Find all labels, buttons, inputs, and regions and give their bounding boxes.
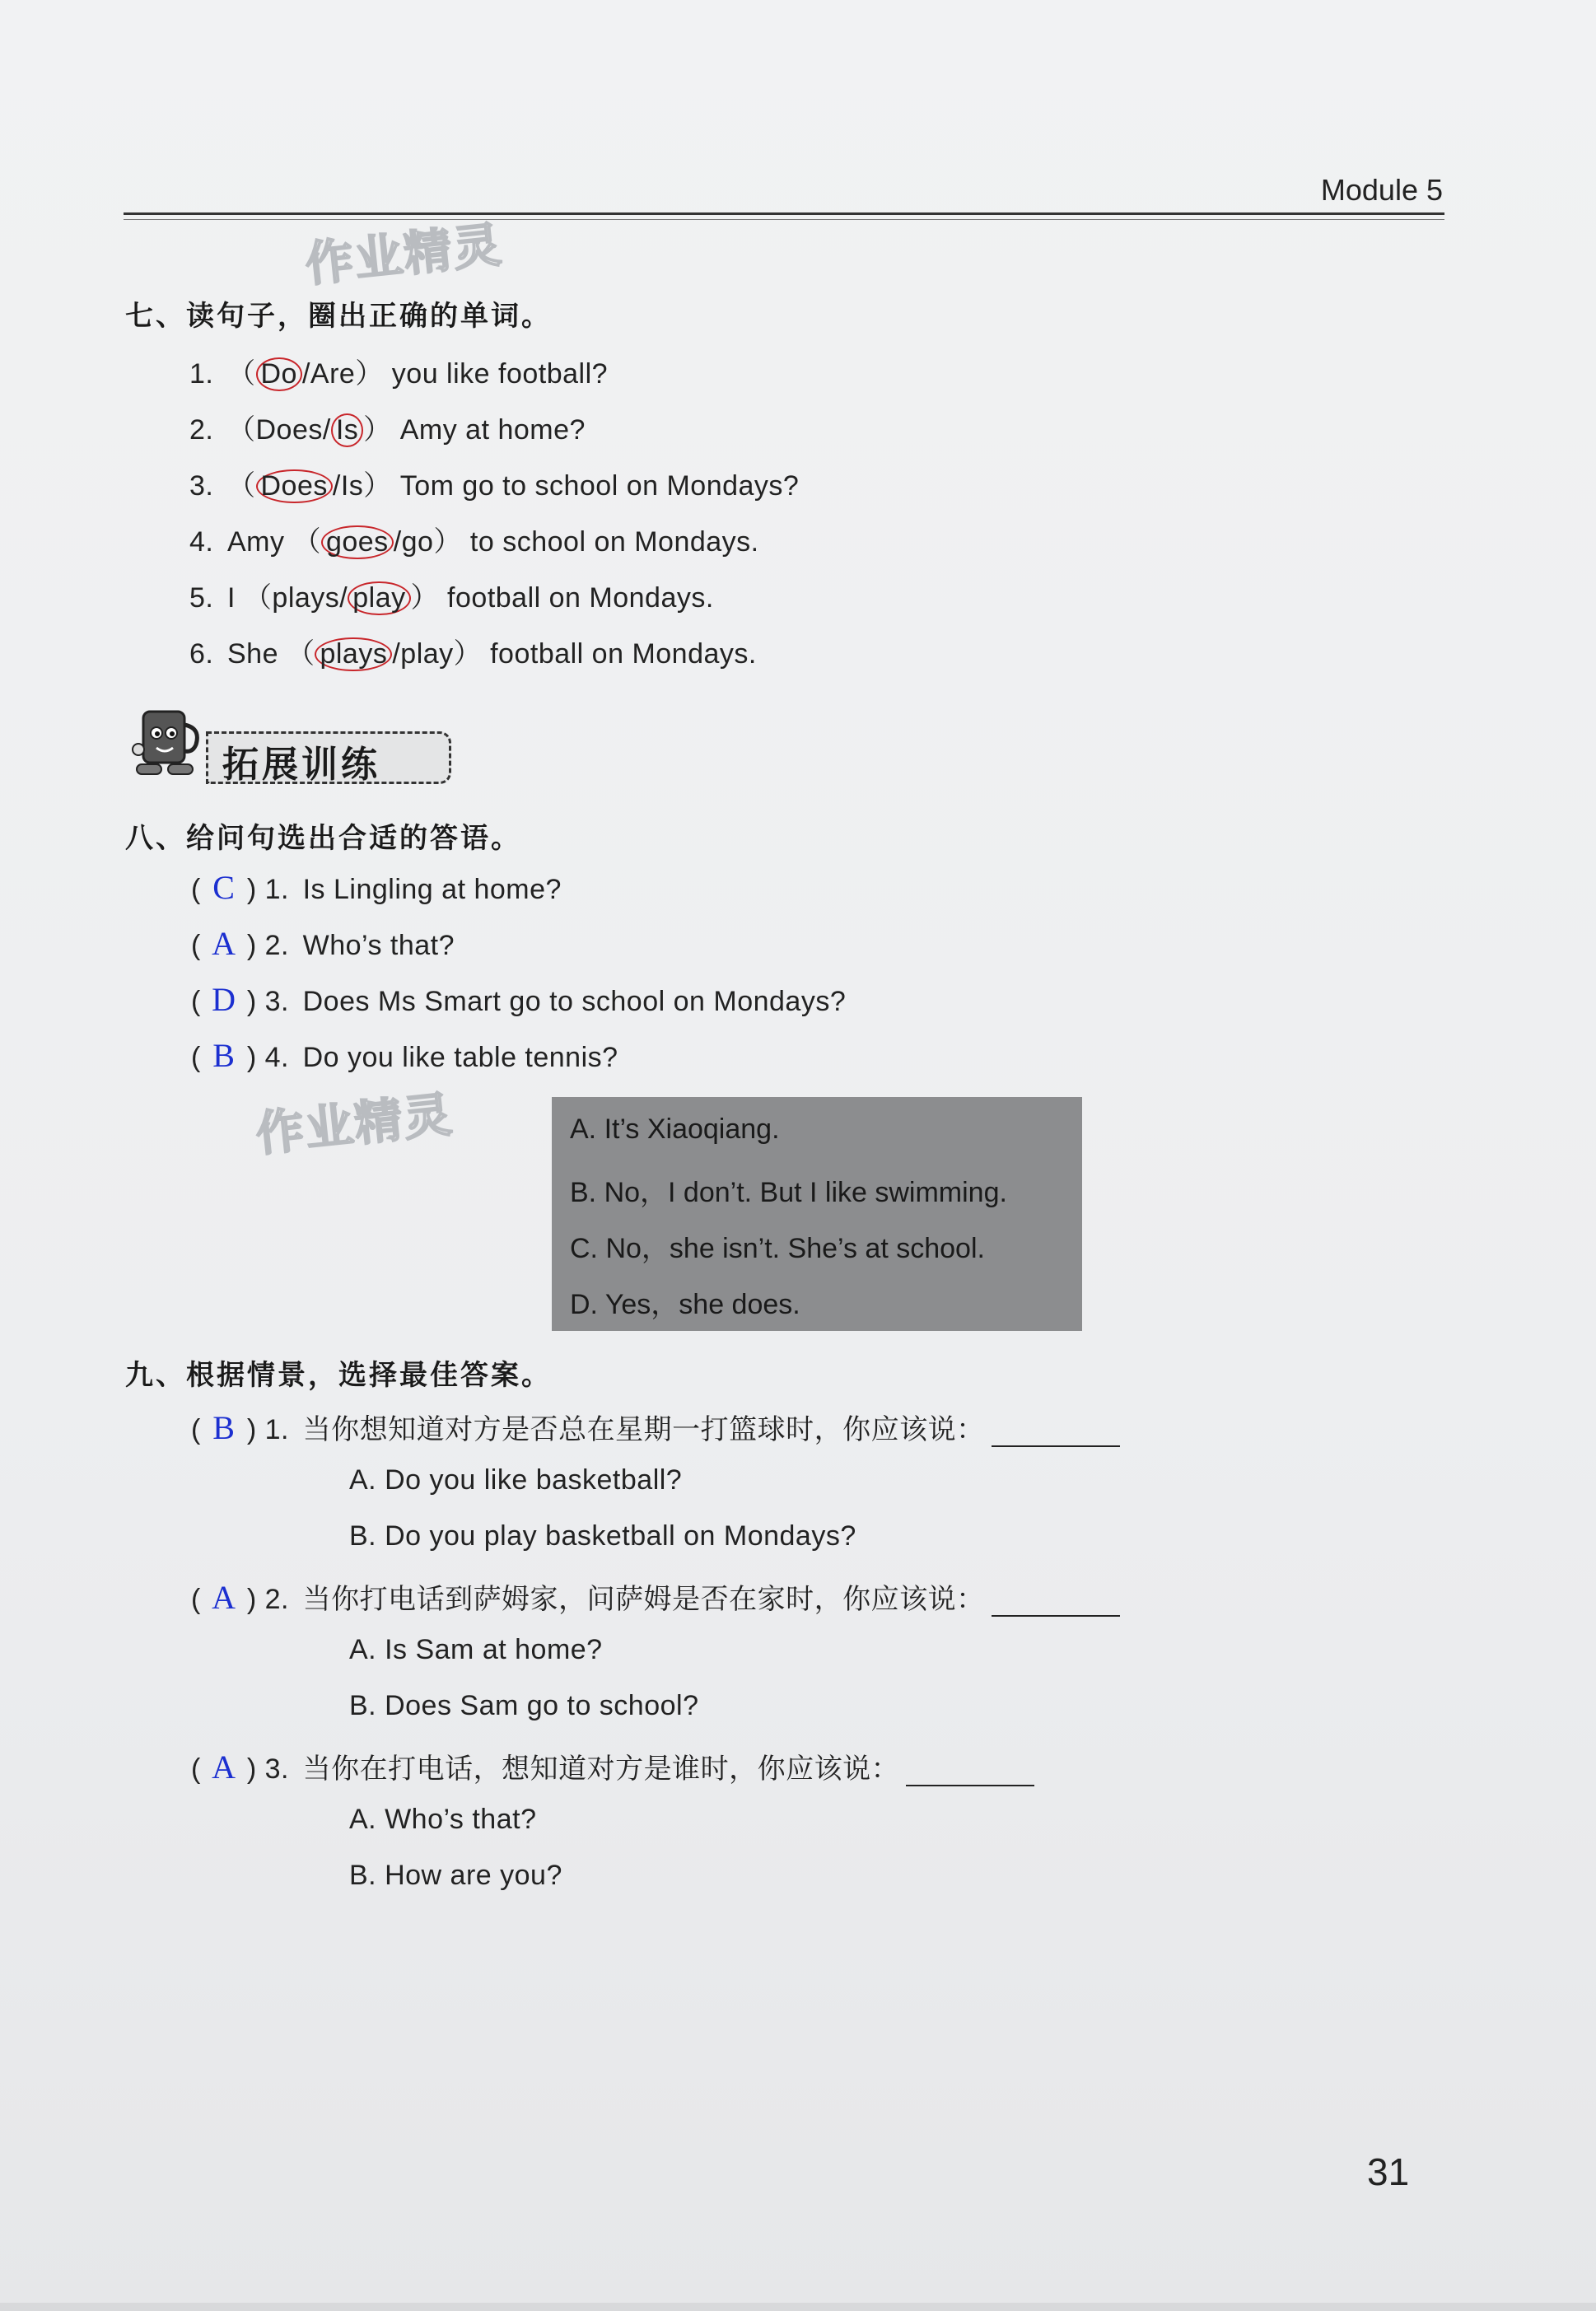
s8-item-2: ( A ) 2. Who’s that? [191, 925, 455, 962]
handwritten-answer: B [212, 1037, 236, 1074]
section-7-heading: 七、读句子，圈出正确的单词。 [125, 300, 552, 333]
header-rule [124, 212, 1444, 215]
s9-item-3: ( A ) 3. 当你在打电话，想知道对方是谁时，你应该说： [191, 1746, 1034, 1786]
s9-item-1: ( B ) 1. 当你想知道对方是否总在星期一打篮球时，你应该说： [191, 1407, 1120, 1447]
section-9-heading: 九、根据情景，选择最佳答案。 [125, 1359, 552, 1392]
option-a: A. It’s Xiaoqiang. [570, 1113, 780, 1145]
banner-title: 拓展训练 [222, 744, 380, 786]
option-c: C. No，she isn’t. She’s at school. [570, 1233, 985, 1264]
option-b: B. No，I don’t. But I like swimming. [570, 1177, 1007, 1208]
handwritten-answer: A [212, 925, 236, 962]
s7-item-5: 5. I （plays/ play ） football on Mondays. [189, 575, 714, 615]
circled-answer: goes [321, 525, 394, 559]
s8-item-3: ( D ) 3. Does Ms Smart go to school on Mondays? [191, 981, 847, 1018]
s9-item-2: ( A ) 2. 当你打电话到萨姆家，问萨姆是否在家时，你应该说： [191, 1576, 1120, 1617]
page-bottom-edge [0, 2303, 1596, 2311]
s9-item-3-choice-a: A. Who’s that? [349, 1804, 537, 1835]
circled-answer: Is [331, 413, 363, 447]
watermark-top: 作业精灵 [302, 216, 506, 293]
module-header: Module 5 [1320, 173, 1443, 207]
answer-blank [992, 1417, 1120, 1447]
circled-answer: play [348, 581, 410, 615]
watermark-middle: 作业精灵 [253, 1085, 456, 1163]
answer-blank [992, 1587, 1120, 1617]
s7-item-4: 4. Amy （ goes /go） to school on Mondays. [189, 519, 759, 559]
s9-item-2-choice-a: A. Is Sam at home? [349, 1634, 603, 1665]
circled-answer: plays [315, 637, 392, 671]
s7-item-2: 2. （Does/ Is ） Amy at home? [189, 407, 586, 447]
extension-banner [124, 700, 453, 791]
s7-item-1: 1. （ Do /Are） you like football? [189, 351, 608, 391]
page-number: 31 [1367, 2150, 1410, 2193]
s7-item-3: 3. （ Does /Is） Tom go to school on Mondays? [189, 463, 799, 503]
circled-answer: Do [256, 357, 302, 391]
header-rule-thin [124, 219, 1444, 220]
handwritten-answer: D [212, 981, 236, 1018]
section-8-heading: 八、给问句选出合适的答语。 [125, 822, 521, 855]
handwritten-answer: B [212, 1409, 236, 1446]
s8-item-1: ( C ) 1. Is Lingling at home? [191, 869, 562, 906]
s9-item-2-choice-b: B. Does Sam go to school? [349, 1690, 699, 1721]
circled-answer: Does [256, 469, 333, 503]
answer-blank [906, 1757, 1034, 1786]
s7-item-6: 6. She （ plays /play） football on Mondays. [189, 631, 757, 671]
option-d: D. Yes，she does. [570, 1289, 800, 1320]
s9-item-1-choice-a: A. Do you like basketball? [349, 1464, 683, 1496]
handwritten-answer: C [212, 869, 236, 906]
s9-item-3-choice-b: B. How are you? [349, 1860, 562, 1891]
handwritten-answer: A [212, 1579, 236, 1616]
handwritten-answer: A [212, 1748, 236, 1786]
s8-item-4: ( B ) 4. Do you like table tennis? [191, 1037, 618, 1074]
s9-item-1-choice-b: B. Do you play basketball on Mondays? [349, 1520, 856, 1552]
mug-mascot-icon [132, 700, 206, 782]
